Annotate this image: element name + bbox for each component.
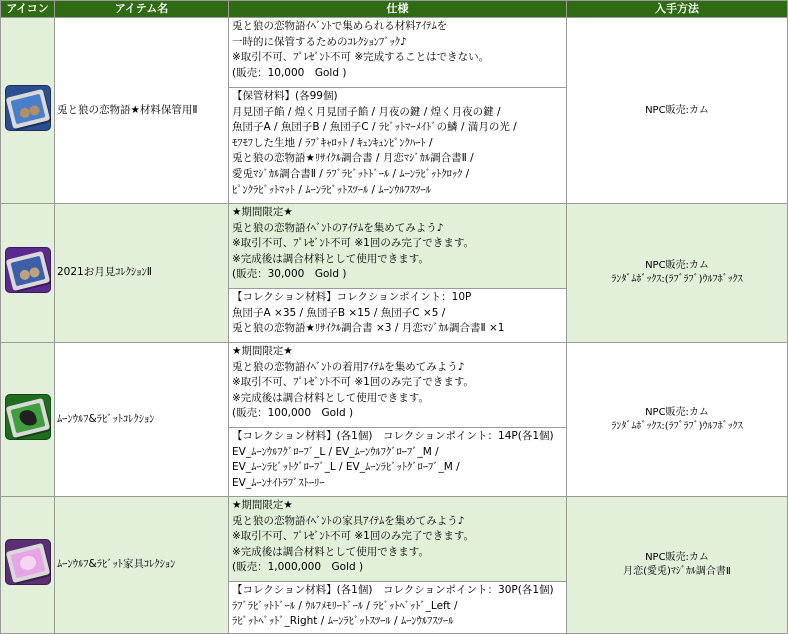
- header-spec: 仕様: [229, 1, 567, 18]
- header-item-name: アイテム名: [55, 1, 229, 18]
- spec-line: ★期間限定★: [232, 345, 293, 357]
- spec-line: 【コレクション材料】コレクションポイント：10P: [232, 291, 472, 303]
- spec-line: ※取引不可、ﾌﾟﾚｾﾞﾝﾄ不可 ※1回のみ完了できます。: [232, 237, 475, 250]
- item-icon-cell: [1, 18, 55, 204]
- spec-line: ※取引不可、ﾌﾟﾚｾﾞﾝﾄ不可 ※1回のみ完了できます。: [232, 376, 475, 389]
- header-source: 入手方法: [567, 1, 788, 18]
- spec-line: 【保管材料】(各99個): [232, 90, 338, 102]
- source-line: NPC販売:カム: [645, 104, 709, 116]
- spec-line: 兎と狼の恋物語ｲﾍﾞﾝﾄの家具ｱｲﾃﾑを集めてみよう♪: [232, 514, 465, 527]
- item-spec-description: [229, 204, 567, 289]
- item-spec-materials: [229, 289, 567, 343]
- spec-line: 月見団子餡 / 煌く月見団子餡 / 月夜の鍵 / 煌く月夜の鍵 /: [232, 105, 501, 118]
- spec-line: 兎と狼の恋物語★ﾘｻｲｸﾙ調合書 / 月恋ﾏｼﾞｶﾙ調合書Ⅱ /: [232, 152, 474, 165]
- spec-line: 一時的に保管するためのｺﾚｸｼｮﾝﾌﾞｯｸ♪: [232, 35, 407, 48]
- spec-line: 兎と狼の恋物語ｲﾍﾞﾝﾄで集められる材料ｱｲﾃﾑを: [232, 20, 448, 32]
- spec-line: ※完成後は調合材料として使用できます。: [232, 545, 429, 558]
- table-row: [1, 18, 788, 88]
- collection-book-blue-icon: [5, 85, 51, 131]
- item-spec-description: [229, 497, 567, 582]
- table-row: [1, 343, 788, 428]
- source-line: ﾗﾝﾀﾞﾑﾎﾞｯｸｽ:(ﾗﾌﾞﾗﾌﾞ)ｳﾙﾌﾎﾞｯｸｽ: [611, 420, 743, 432]
- item-spec-description: [229, 343, 567, 428]
- item-name: ﾑｰﾝｳﾙﾌ&ﾗﾋﾞｯﾄｺﾚｸｼｮﾝ: [55, 343, 229, 497]
- item-spec-materials: [229, 428, 567, 497]
- spec-line: ﾋﾟﾝｸﾗﾋﾞｯﾄﾏｯﾄ / ﾑｰﾝﾗﾋﾞｯﾄｽﾂｰﾙ / ﾑｰﾝｳﾙﾌｽﾂｰﾙ: [232, 183, 431, 196]
- source-line: ﾗﾝﾀﾞﾑﾎﾞｯｸｽ:(ﾗﾌﾞﾗﾌﾞ)ｳﾙﾌﾎﾞｯｸｽ: [611, 274, 743, 285]
- spec-line: 愛兎ﾏｼﾞｶﾙ調合書Ⅱ / ﾗﾌﾞﾗﾋﾞｯﾄﾄﾞｰﾙ / ﾑｰﾝﾗﾋﾞｯﾄｸﾛｯｸ /: [232, 167, 470, 180]
- spec-line: 兎と狼の恋物語ｲﾍﾞﾝﾄのｱｲﾃﾑを集めてみよう♪: [232, 221, 444, 234]
- source-line: NPC販売:カム: [645, 406, 709, 418]
- item-source: [567, 204, 788, 343]
- spec-line: (販売：10,000 Gold ): [232, 66, 347, 79]
- item-source: [567, 343, 788, 497]
- source-line: NPC販売:カム: [645, 552, 709, 563]
- spec-line: ﾓﾌﾓﾌした生地 / ﾗﾌﾞｷｬﾛｯﾄ / ｷｭﾝｷｭﾝﾋﾟﾝｸﾊｰﾄ /: [232, 136, 433, 149]
- collection-book-pink-icon: [5, 539, 51, 585]
- spec-line: (販売：30,000 Gold ): [232, 268, 347, 281]
- spec-line: ﾗﾋﾞｯﾄﾍﾞｯﾄﾞ_Right / ﾑｰﾝﾗﾋﾞｯﾄｽﾂｰﾙ / ﾑｰﾝｳﾙﾌｽﾂｰﾙ: [232, 615, 454, 628]
- spec-line: ※完成後は調合材料として使用できます。: [232, 391, 429, 404]
- spec-line: 兎と狼の恋物語★ﾘｻｲｸﾙ調合書 ×3 / 月恋ﾏｼﾞｶﾙ調合書Ⅱ ×1: [232, 322, 505, 335]
- item-name: ﾑｰﾝｳﾙﾌ&ﾗﾋﾞｯﾄ家具ｺﾚｸｼｮﾝ: [55, 497, 229, 634]
- spec-line: ★期間限定★: [232, 499, 293, 511]
- source-line: 月恋(愛兎)ﾏｼﾞｶﾙ調合書Ⅱ: [623, 566, 731, 577]
- spec-line: ※完成後は調合材料として使用できます。: [232, 252, 429, 265]
- item-spec-materials: [229, 88, 567, 204]
- spec-line: 兎と狼の恋物語ｲﾍﾞﾝﾄの着用ｱｲﾃﾑを集めてみよう♪: [232, 360, 465, 373]
- spec-line: EV_ﾑｰﾝﾗﾋﾞｯﾄｸﾞﾛｰﾌﾞ_L / EV_ﾑｰﾝﾗﾋﾞｯﾄｸﾞﾛｰﾌﾞ_M /: [232, 461, 460, 474]
- spec-line: EV_ﾑｰﾝﾅｲﾄﾗﾌﾞｽﾄｰﾘｰ: [232, 476, 325, 489]
- item-icon-cell: [1, 343, 55, 497]
- spec-line: 【コレクション材料】(各1個) コレクションポイント：14P(各1個): [232, 430, 554, 442]
- spec-line: ※取引不可、ﾌﾟﾚｾﾞﾝﾄ不可 ※1回のみ完了できます。: [232, 530, 475, 543]
- spec-line: ★期間限定★: [232, 206, 293, 218]
- spec-line: ※取引不可、ﾌﾟﾚｾﾞﾝﾄ不可 ※完成することはできない。: [232, 51, 490, 64]
- collection-book-purple-icon: [5, 247, 51, 293]
- item-name: 2021お月見ｺﾚｸｼｮﾝⅡ: [55, 204, 229, 343]
- header-icon: アイコン: [1, 1, 55, 18]
- table-header-row: [1, 1, 788, 18]
- item-name: 兎と狼の恋物語★材料保管用Ⅱ: [55, 18, 229, 204]
- item-icon-cell: [1, 497, 55, 634]
- spec-line: EV_ﾑｰﾝｳﾙﾌｸﾞﾛｰﾌﾞ_L / EV_ﾑｰﾝｳﾙﾌｸﾞﾛｰﾌﾞ_M /: [232, 445, 439, 458]
- table-row: [1, 204, 788, 289]
- source-line: NPC販売:カム: [645, 260, 709, 271]
- item-spec-description: [229, 18, 567, 88]
- spec-line: 魚団子A ×35 / 魚団子B ×15 / 魚団子C ×5 /: [232, 306, 446, 319]
- spec-line: (販売：1,000,000 Gold ): [232, 561, 364, 574]
- item-icon-cell: [1, 204, 55, 343]
- table-row: [1, 497, 788, 582]
- spec-line: ﾗﾌﾞﾗﾋﾞｯﾄﾄﾞｰﾙ / ｳﾙﾌﾒﾓﾘｰﾄﾞｰﾙ / ﾗﾋﾞｯﾄﾍﾞｯﾄﾞ_Left /: [232, 599, 458, 612]
- item-source: [567, 18, 788, 204]
- collection-book-green-icon: [5, 394, 51, 440]
- item-source: [567, 497, 788, 634]
- spec-line: 魚団子A / 魚団子B / 魚団子C / ﾗﾋﾞｯﾄﾏｰﾒｲﾄﾞの鱗 / 満月の光 /: [232, 121, 517, 134]
- spec-line: (販売：100,000 Gold ): [232, 407, 354, 420]
- spec-line: 【コレクション材料】(各1個) コレクションポイント：30P(各1個): [232, 584, 554, 596]
